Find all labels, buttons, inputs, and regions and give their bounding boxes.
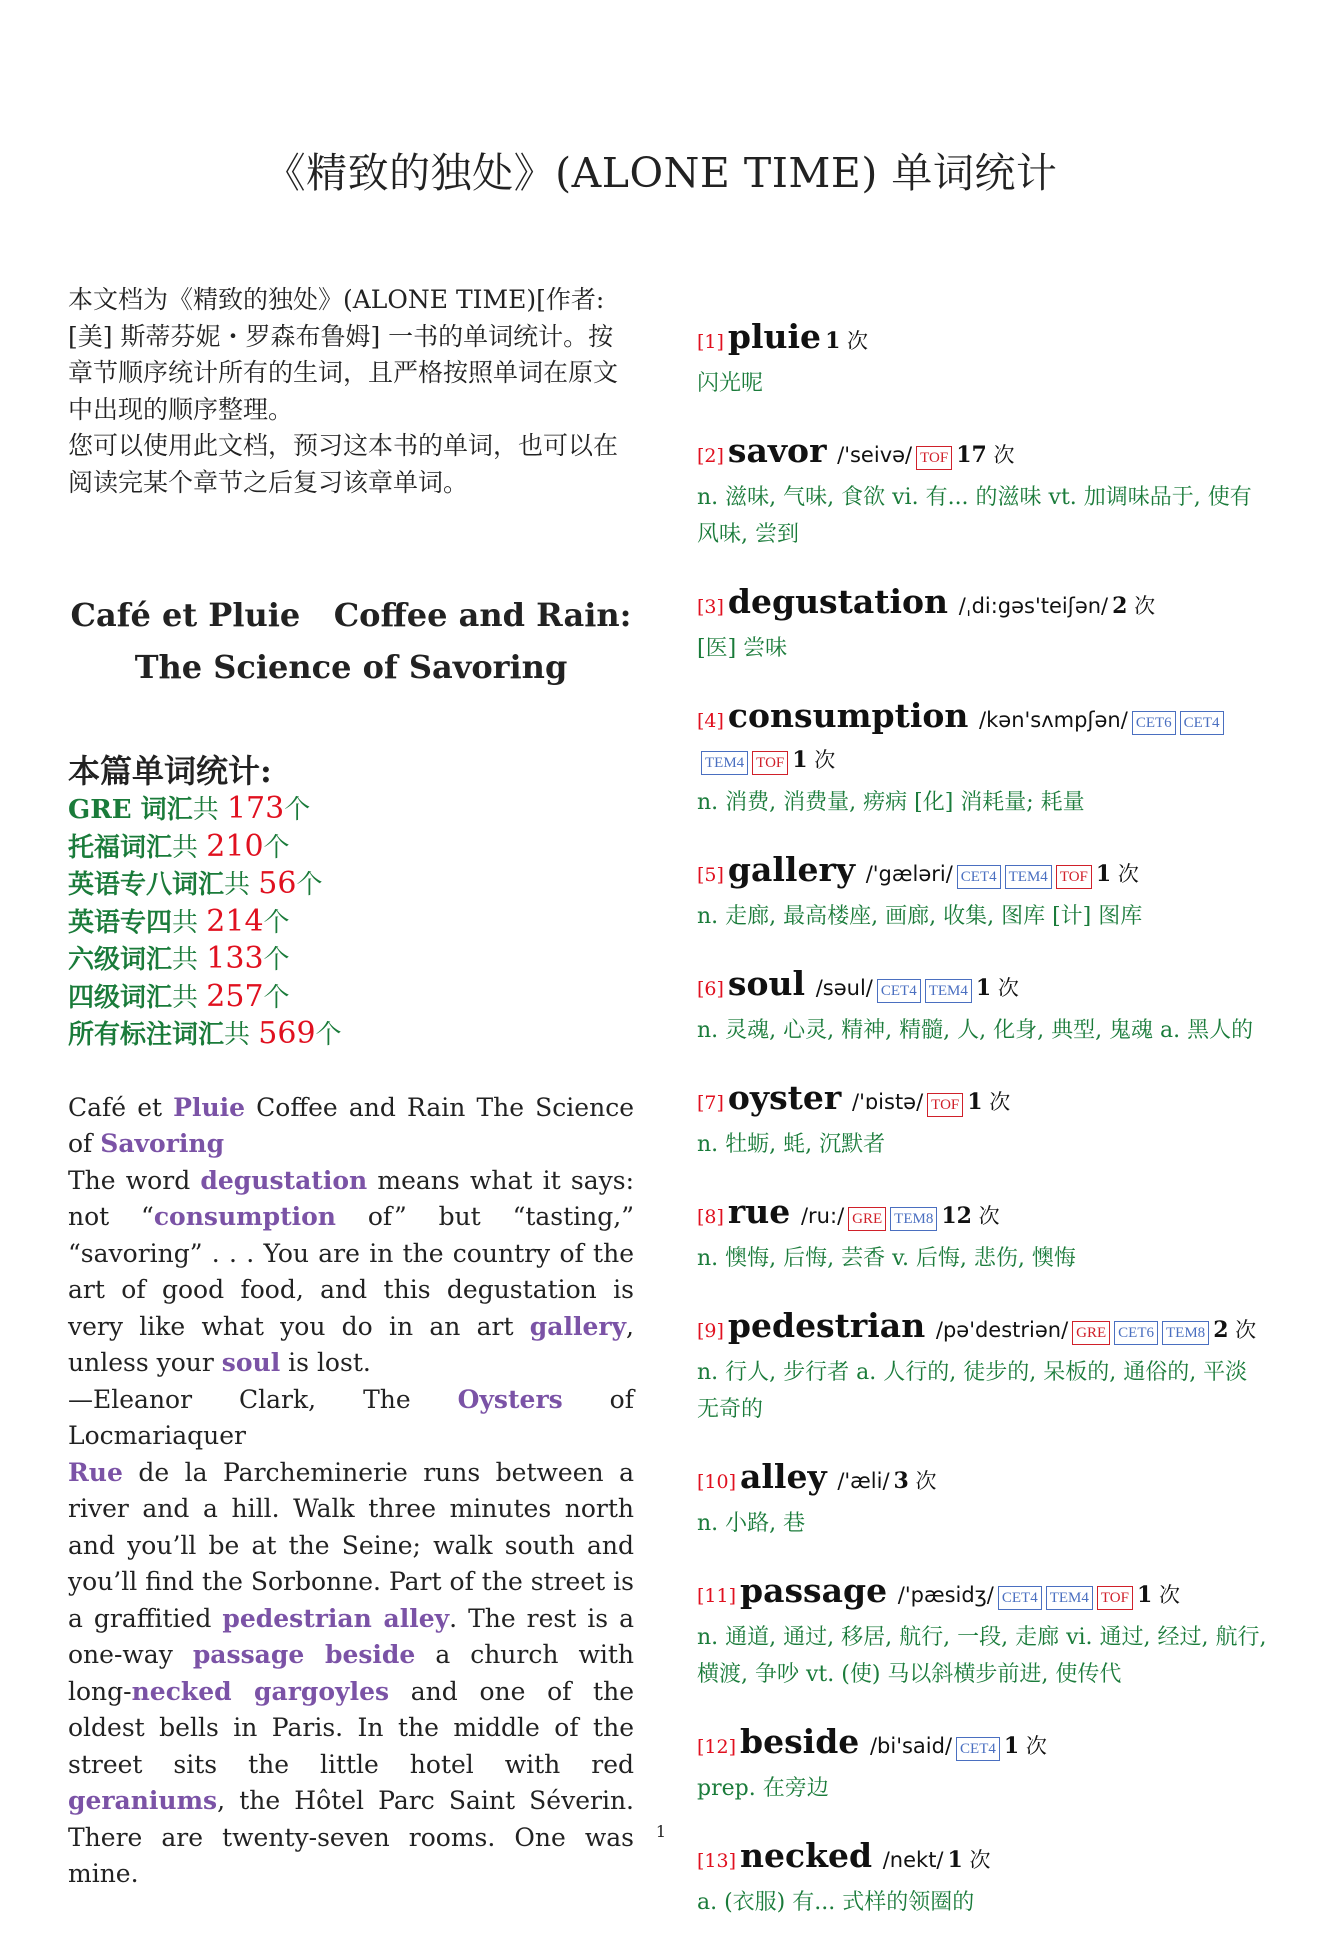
stat-prefix: 共 bbox=[172, 907, 207, 938]
vocab-entry bbox=[697, 851, 1267, 935]
highlighted-word: gallery bbox=[529, 1311, 627, 1341]
stat-unit: 个 bbox=[284, 795, 311, 825]
stat-label: 英语专八词汇 bbox=[68, 870, 225, 900]
highlighted-word: Rue bbox=[68, 1457, 123, 1487]
exam-tag: TEM8 bbox=[1162, 1321, 1209, 1345]
passage-text: Café et Pluie Coffee and Rain The Science of Savoring The word degustation means what it says: not “consumption of” but “tasting,” “savoring” . . . You are in the country of the art of good food, and this degustation is very like what you do in an art gallery, unless your soul is lost. —Eleanor Clark, The Oysters of Locmariaquer Rue de la Parcheminerie runs between a river and a hill. Walk three minutes north and you’ll be at the Seine; walk south and you’ll find the Sorbonne. Part of the street is a graffitied pedestrian alley. The rest is a one-way passage beside a church with long-necked gargoyles and one of the oldest bells in Paris. In the middle of the street sits the little hotel with red geraniums, the Hôtel Parc Saint Séverin. There are twenty-seven rooms. One was mine. bbox=[68, 1092, 634, 1888]
vocab-entry bbox=[697, 1307, 1267, 1428]
entry-head bbox=[697, 697, 1267, 781]
stat-unit: 个 bbox=[263, 982, 290, 1013]
vocab-entry bbox=[697, 432, 1267, 553]
entry-count: 1 次 bbox=[1095, 861, 1139, 887]
entry-word: alley bbox=[740, 1457, 827, 1496]
entry-index: [10] bbox=[697, 1471, 737, 1493]
entry-index: [3] bbox=[697, 596, 724, 618]
entry-count: 12 次 bbox=[941, 1203, 1000, 1229]
exam-tag: TEM4 bbox=[1005, 865, 1052, 889]
intro-paragraph: 本文档为《精致的独处》(ALONE TIME)[作者: [美] 斯蒂芬妮・罗森布鲁姆] 一书的单词统计。按章节顺序统计所有的生词，且严格按照单词在原文中出现的顺序整理。 bbox=[68, 285, 619, 424]
entry-word: consumption bbox=[727, 696, 969, 735]
entry-pronunciation: /kən'sʌmpʃən/ bbox=[972, 708, 1128, 732]
stat-label: 托福词汇 bbox=[68, 832, 173, 863]
stat-label: 所有标注词汇 bbox=[68, 1020, 225, 1050]
entry-count-number: 12 bbox=[941, 1203, 972, 1229]
entry-definition: n. 懊悔, 后悔, 芸香 v. 后悔, 悲伤, 懊悔 bbox=[697, 1246, 1076, 1271]
stat-row bbox=[68, 866, 634, 904]
entry-word: gallery bbox=[727, 850, 856, 889]
entry-count: 1 次 bbox=[792, 747, 836, 773]
entry-index: [13] bbox=[697, 1850, 737, 1872]
entry-head bbox=[697, 1837, 1267, 1881]
entry-pronunciation: /ˌdi:gəs'teiʃən/ bbox=[952, 594, 1109, 618]
stats-heading: 本篇单词统计: bbox=[68, 752, 272, 790]
exam-tag: CET4 bbox=[998, 1586, 1042, 1610]
vocabulary-list bbox=[697, 318, 1267, 1951]
exam-tag: CET4 bbox=[877, 979, 921, 1003]
stat-prefix: 共 bbox=[224, 870, 259, 900]
stat-row bbox=[68, 941, 634, 979]
entry-definition: [医] 尝味 bbox=[697, 636, 788, 661]
stat-prefix: 共 bbox=[172, 945, 207, 975]
page-number: 1 bbox=[655, 1822, 667, 1841]
vocab-entry bbox=[697, 318, 1267, 402]
entry-index: [7] bbox=[697, 1092, 724, 1114]
stat-unit: 个 bbox=[315, 1020, 342, 1050]
entry-pronunciation: /nekt/ bbox=[876, 1848, 944, 1872]
chapter-title-line: Café et Pluie Coffee and Rain: bbox=[70, 596, 632, 634]
stat-count: 56 bbox=[258, 866, 297, 901]
entry-head bbox=[697, 1458, 1267, 1502]
highlighted-word: necked gargoyles bbox=[131, 1676, 390, 1706]
entry-head bbox=[697, 432, 1267, 476]
entry-index: [4] bbox=[697, 710, 724, 732]
exam-tag: CET4 bbox=[957, 865, 1001, 889]
entry-index: [8] bbox=[697, 1206, 724, 1228]
exam-tag: CET4 bbox=[956, 1737, 1000, 1761]
entry-head bbox=[697, 318, 1267, 362]
entry-pronunciation: /'seivə/ bbox=[830, 443, 913, 467]
stat-unit: 个 bbox=[263, 832, 290, 863]
entry-definition: n. 消费, 消费量, 痨病 [化] 消耗量; 耗量 bbox=[697, 790, 1085, 815]
entry-word: savor bbox=[727, 431, 827, 470]
stat-row bbox=[68, 979, 634, 1017]
entry-count: 2 次 bbox=[1112, 593, 1156, 619]
entry-count: 1 次 bbox=[947, 1847, 991, 1873]
stat-label: 英语专四 bbox=[68, 907, 173, 938]
exam-tag: CET6 bbox=[1114, 1321, 1158, 1345]
entry-word: degustation bbox=[727, 582, 949, 621]
intro-paragraph: 您可以使用此文档，预习这本书的单词，也可以在阅读完某个章节之后复习该章单词。 bbox=[68, 431, 619, 497]
exam-tag: TOF bbox=[916, 446, 952, 470]
chapter-title-line: The Science of Savoring bbox=[134, 648, 568, 686]
stat-row bbox=[68, 1016, 634, 1054]
entry-head bbox=[697, 851, 1267, 895]
stat-count: 133 bbox=[206, 941, 264, 976]
entry-definition: 闪光呢 bbox=[697, 371, 764, 396]
exam-tag: CET4 bbox=[1180, 711, 1224, 735]
exam-tag: TEM8 bbox=[890, 1207, 937, 1231]
entry-count-number: 1 bbox=[947, 1847, 963, 1873]
exam-tag: GRE bbox=[1072, 1321, 1110, 1345]
entry-pronunciation: /'pæsidʒ/ bbox=[891, 1583, 994, 1607]
stat-unit: 个 bbox=[263, 945, 290, 975]
vocab-entry bbox=[697, 697, 1267, 821]
highlighted-word: Pluie bbox=[173, 1092, 246, 1122]
entry-pronunciation: /'ɒistə/ bbox=[845, 1090, 924, 1114]
entry-head bbox=[697, 1723, 1267, 1767]
vocab-entry bbox=[697, 1723, 1267, 1807]
entry-pronunciation: /'æli/ bbox=[830, 1469, 890, 1493]
vocab-entry bbox=[697, 1079, 1267, 1163]
entry-count-number: 17 bbox=[956, 442, 987, 468]
entry-count: 17 次 bbox=[956, 442, 1015, 468]
highlighted-word: geraniums bbox=[68, 1786, 218, 1815]
stat-prefix: 共 bbox=[224, 1020, 259, 1050]
vocab-entry bbox=[697, 1193, 1267, 1277]
entry-count: 1 次 bbox=[825, 328, 869, 354]
chapter-title bbox=[68, 589, 634, 693]
entry-definition: n. 行人, 步行者 a. 人行的, 徒步的, 呆板的, 通俗的, 平淡无奇的 bbox=[697, 1360, 1248, 1422]
vocab-entry bbox=[697, 1572, 1267, 1693]
entry-word: rue bbox=[727, 1192, 791, 1231]
entry-count: 1 次 bbox=[967, 1089, 1011, 1115]
highlighted-word: passage beside bbox=[192, 1640, 416, 1669]
vocab-entry bbox=[697, 1837, 1267, 1921]
stat-unit: 个 bbox=[263, 907, 290, 938]
stat-label: GRE 词汇 bbox=[68, 795, 193, 825]
left-column bbox=[68, 282, 634, 1893]
entry-count-number: 1 bbox=[967, 1089, 983, 1115]
entry-pronunciation: /səul/ bbox=[809, 976, 873, 1000]
intro bbox=[68, 282, 634, 501]
entry-index: [11] bbox=[697, 1585, 737, 1607]
exam-tag: TOF bbox=[1097, 1586, 1133, 1610]
vocab-entry bbox=[697, 583, 1267, 667]
stat-prefix: 共 bbox=[172, 982, 207, 1013]
stat-row bbox=[68, 829, 634, 867]
entry-word: pluie bbox=[727, 317, 822, 356]
entry-count-number: 1 bbox=[792, 747, 808, 773]
stat-count: 210 bbox=[206, 828, 264, 864]
highlighted-word: Savoring bbox=[100, 1129, 225, 1158]
stat-prefix: 共 bbox=[192, 795, 227, 825]
entry-index: [9] bbox=[697, 1320, 724, 1342]
exam-tag: TEM4 bbox=[701, 751, 748, 775]
highlighted-word: soul bbox=[221, 1348, 281, 1377]
stat-row bbox=[68, 791, 634, 829]
stat-count: 214 bbox=[206, 903, 264, 939]
entry-head bbox=[697, 1572, 1267, 1616]
stat-unit: 个 bbox=[296, 870, 323, 900]
vocab-entry bbox=[697, 1458, 1267, 1542]
entry-count-number: 1 bbox=[975, 975, 992, 1001]
stat-count: 569 bbox=[258, 1016, 316, 1051]
exam-tag: TOF bbox=[752, 751, 788, 775]
entry-pronunciation: /'gæləri/ bbox=[859, 862, 953, 886]
exam-tag: CET6 bbox=[1132, 711, 1176, 735]
entry-definition: n. 走廊, 最高楼座, 画廊, 收集, 图库 [计] 图库 bbox=[697, 904, 1143, 929]
entry-definition: n. 通道, 通过, 移居, 航行, 一段, 走廊 vi. 通过, 经过, 航行, 横渡, 争吵 vt. (使) 马以斜横步前进, 使传代 bbox=[697, 1625, 1267, 1687]
entry-head bbox=[697, 1079, 1267, 1123]
entry-word: soul bbox=[727, 964, 806, 1003]
entry-count-number: 2 bbox=[1112, 593, 1128, 619]
entry-index: [6] bbox=[697, 978, 724, 1000]
highlighted-word: consumption bbox=[153, 1202, 336, 1231]
entry-word: pedestrian bbox=[727, 1306, 926, 1345]
entry-index: [1] bbox=[697, 331, 724, 353]
entry-definition: n. 牡蛎, 蚝, 沉默者 bbox=[697, 1132, 886, 1157]
entry-count: 1 次 bbox=[1003, 1733, 1047, 1759]
stats-list bbox=[68, 791, 634, 1054]
entry-head bbox=[697, 583, 1267, 627]
entry-head bbox=[697, 1307, 1267, 1351]
entry-count-number: 2 bbox=[1213, 1317, 1229, 1343]
entry-pronunciation: /ru:/ bbox=[794, 1204, 845, 1228]
stat-label: 六级词汇 bbox=[68, 945, 173, 975]
entry-word: passage bbox=[740, 1571, 888, 1610]
entry-word: necked bbox=[740, 1836, 873, 1875]
entry-pronunciation: /bi'said/ bbox=[863, 1734, 953, 1758]
entry-definition: a. (衣服) 有... 式样的领圈的 bbox=[697, 1890, 975, 1915]
highlighted-word: pedestrian alley bbox=[222, 1603, 450, 1633]
entry-definition: n. 灵魂, 心灵, 精神, 精髓, 人, 化身, 典型, 鬼魂 a. 黑人的 bbox=[697, 1018, 1254, 1043]
stat-label: 四级词汇 bbox=[68, 982, 173, 1013]
entry-count: 1 次 bbox=[975, 975, 1019, 1001]
entry-head bbox=[697, 965, 1267, 1009]
entry-pronunciation: /pə'destriən/ bbox=[929, 1318, 1069, 1342]
entry-count: 3 次 bbox=[893, 1468, 937, 1494]
entry-count: 1 次 bbox=[1136, 1582, 1180, 1608]
vocab-entry bbox=[697, 965, 1267, 1049]
entry-index: [2] bbox=[697, 445, 724, 467]
entry-count-number: 3 bbox=[893, 1468, 909, 1494]
entry-count-number: 1 bbox=[1095, 861, 1112, 887]
entry-count-number: 1 bbox=[825, 328, 841, 354]
entry-head bbox=[697, 1193, 1267, 1237]
exam-tag: TOF bbox=[1056, 865, 1092, 889]
entry-definition: n. 滋味, 气味, 食欲 vi. 有... 的滋味 vt. 加调味品于, 使有风味, 尝到 bbox=[697, 485, 1252, 547]
stat-row bbox=[68, 904, 634, 942]
exam-tag: TEM4 bbox=[1046, 1586, 1093, 1610]
entry-word: oyster bbox=[727, 1078, 842, 1117]
exam-tag: GRE bbox=[848, 1207, 886, 1231]
exam-tag: TEM4 bbox=[925, 979, 972, 1003]
page-title: 《精致的独处》(ALONE TIME) 单词统计 bbox=[264, 149, 1058, 197]
entry-definition: prep. 在旁边 bbox=[697, 1776, 829, 1801]
exam-tag: TOF bbox=[927, 1093, 963, 1117]
entry-count: 2 次 bbox=[1213, 1317, 1257, 1343]
entry-word: beside bbox=[740, 1722, 860, 1761]
stat-count: 257 bbox=[206, 978, 264, 1014]
highlighted-word: Oysters bbox=[457, 1384, 563, 1414]
stat-prefix: 共 bbox=[172, 832, 207, 863]
stat-count: 173 bbox=[226, 791, 285, 826]
entry-index: [12] bbox=[697, 1736, 737, 1758]
entry-count-number: 1 bbox=[1003, 1733, 1020, 1759]
entry-definition: n. 小路, 巷 bbox=[697, 1511, 806, 1536]
highlighted-word: degustation bbox=[200, 1165, 368, 1195]
entry-count-number: 1 bbox=[1136, 1582, 1153, 1608]
entry-index: [5] bbox=[697, 864, 724, 886]
